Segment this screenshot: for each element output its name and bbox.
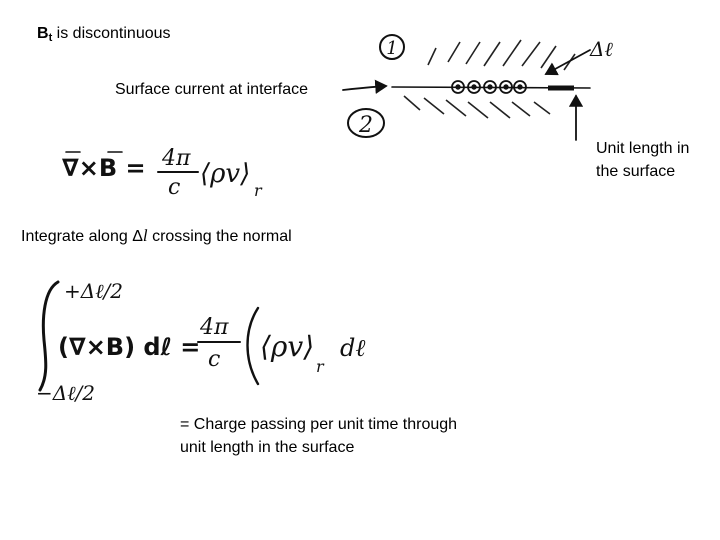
region-1-marker [380, 35, 404, 59]
eq2-paren [248, 308, 259, 384]
eq2-dl: dℓ [340, 334, 366, 362]
eq2-c: c [208, 347, 221, 372]
integrate-prefix: Integrate along [21, 228, 133, 245]
region-1-label: 1 [386, 38, 398, 59]
charge-note: = Charge passing per unit time through unit length in the surface [180, 416, 458, 456]
eq1-lhs: ∇×B = [62, 154, 146, 182]
eq1-four-pi: 4π [162, 146, 191, 171]
unit-length-note: Unit length in the surface [596, 140, 690, 180]
integral-sign [40, 282, 58, 390]
title-text: is discontinuous [52, 25, 171, 42]
eq1-bracket: ⟨ρv⟩ [200, 159, 251, 189]
delta-l-label: Δℓ [590, 37, 613, 61]
field-lines-bottom [404, 96, 550, 118]
field-lines-top [428, 40, 575, 70]
integrate-var: l [142, 226, 148, 245]
eq2-bracket: ⟨ρv⟩ [260, 330, 315, 363]
eq2-integrand: (∇×B) dℓ = [58, 333, 201, 361]
delta-l-arrow [546, 50, 590, 74]
integrate-suffix: crossing the normal [147, 228, 292, 245]
eq2-sub: r [316, 357, 324, 376]
title-symbol: B [37, 25, 49, 42]
eq1-sub: r [254, 181, 262, 200]
equation-integral [36, 279, 365, 405]
title-subscript: t [48, 32, 53, 44]
integrate-delta: Δ [132, 228, 143, 245]
surface-current-label: Surface current at interface [115, 81, 308, 98]
eq2-lower-limit: −Δℓ/2 [36, 381, 95, 405]
eq2-four-pi: 4π [200, 315, 229, 340]
eq1-c: c [168, 175, 181, 200]
equation-curl-b [62, 146, 263, 200]
surface-current-arrow [343, 86, 386, 90]
eq2-upper-limit: +Δℓ/2 [64, 279, 123, 303]
region-2-marker [348, 109, 384, 138]
region-2-label: 2 [359, 113, 373, 138]
